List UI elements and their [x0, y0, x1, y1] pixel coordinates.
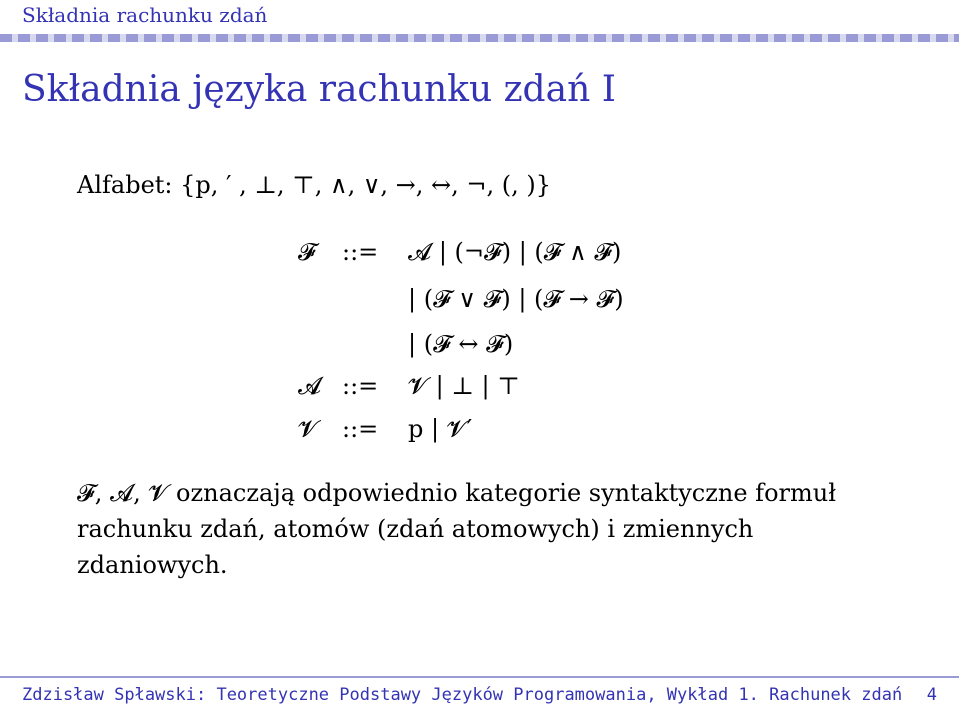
footer-text: Zdzisław Spławski: Teoretyczne Podstawy Języków Programowania, Wykład 1. Rachunek zdań	[22, 685, 903, 705]
alphabet-line: Alfabet: {p, ′ , ⊥, ⊤, ∧, ∨, →, ↔, ¬, (, )}	[77, 171, 552, 199]
grammar-row4-lhs: 𝓐	[298, 372, 322, 400]
grammar-row1-rhs: 𝓐 | (¬𝓕) | (𝓕 ∧ 𝓕)	[408, 238, 622, 266]
header-divider	[0, 34, 959, 42]
grammar-row3-rhs: | (𝓕 ↔ 𝓕)	[408, 330, 514, 358]
grammar-row2-rhs: | (𝓕 ∨ 𝓕) | (𝓕 → 𝓕)	[408, 285, 624, 313]
grammar-row5-op: ::=	[342, 415, 379, 443]
grammar-row4-op: ::=	[342, 372, 379, 400]
grammar-row5-rhs: p | 𝓥′	[408, 415, 473, 443]
grammar-row1-lhs: 𝓕	[298, 238, 316, 266]
grammar-row5-lhs: 𝓥	[298, 415, 318, 443]
grammar-row4-rhs: 𝓥 | ⊥ | ⊤	[408, 372, 520, 400]
description-paragraph: 𝓕, 𝓐, 𝓥 oznaczają odpowiednio kategorie syntaktyczne formuł rachunku zdań, atomów (zdań atomowych) i zmiennych zdaniowych.	[77, 479, 836, 579]
footer-divider	[0, 676, 959, 678]
grammar-row1-op: ::=	[342, 238, 379, 266]
slide-title: Składnia języka rachunku zdań I	[22, 69, 616, 110]
page-number: 4	[926, 685, 937, 705]
header-title: Składnia rachunku zdań	[22, 3, 268, 27]
